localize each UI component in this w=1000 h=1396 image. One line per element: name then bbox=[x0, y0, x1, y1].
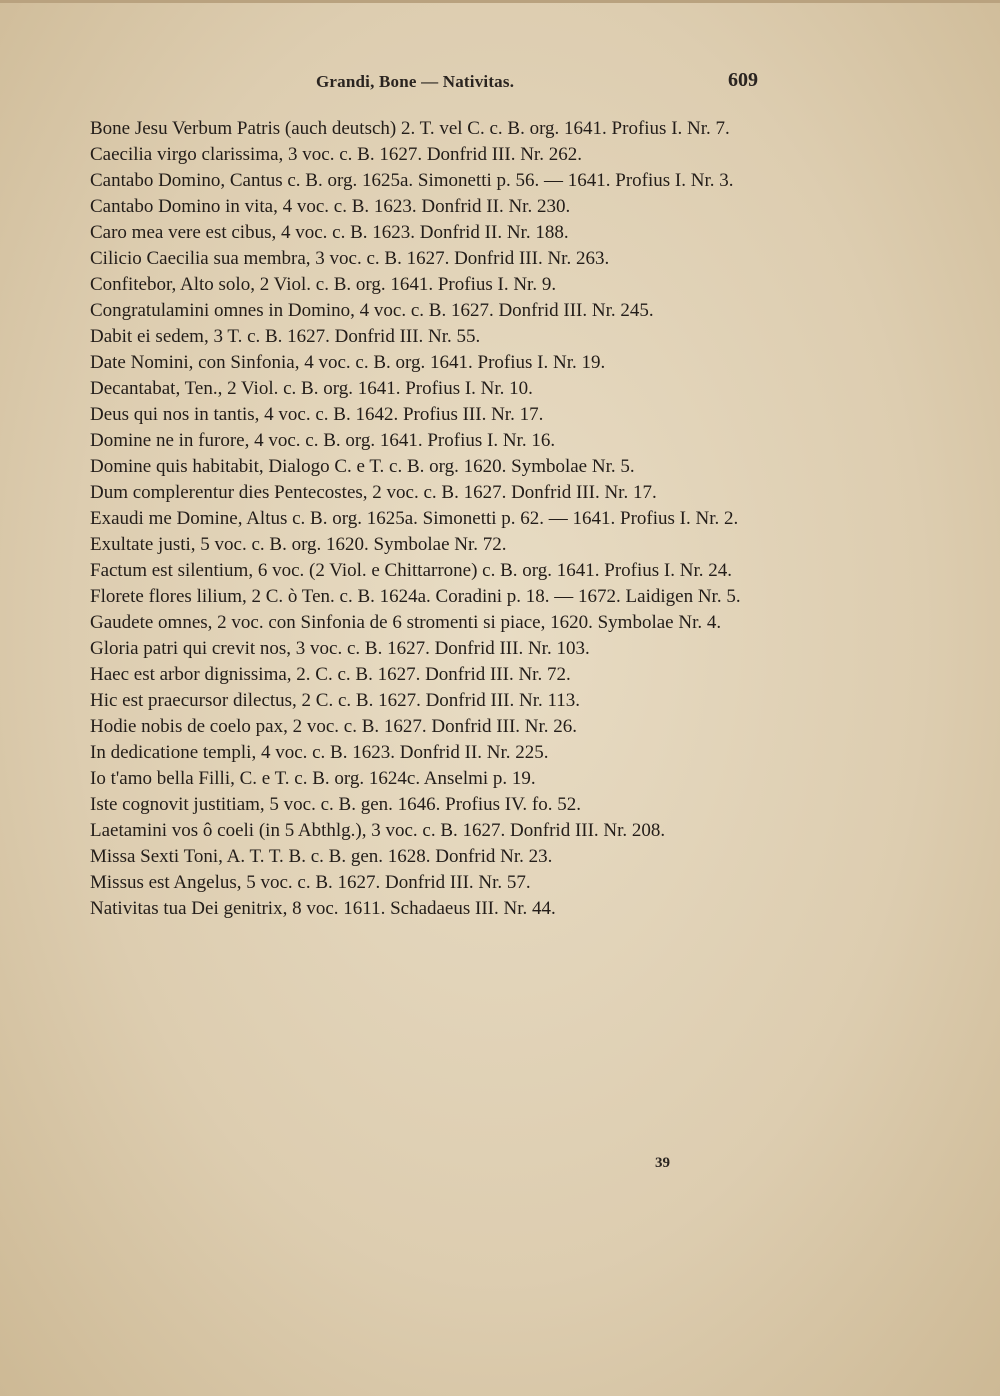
list-item: Exultate justi, 5 voc. c. B. org. 1620. Symbolae Nr. 72. bbox=[90, 534, 507, 555]
list-item: Cantabo Domino, Cantus c. B. org. 1625a. Simonetti p. 56. — 1641. Profius I. Nr. 3. bbox=[90, 170, 734, 191]
list-item: Cantabo Domino in vita, 4 voc. c. B. 1623. Donfrid II. Nr. 230. bbox=[90, 196, 571, 217]
page-number: 609 bbox=[728, 69, 758, 91]
list-item: Date Nomini, con Sinfonia, 4 voc. c. B. org. 1641. Profius I. Nr. 19. bbox=[90, 352, 606, 373]
list-item: Exaudi me Domine, Altus c. B. org. 1625a. Simonetti p. 62. — 1641. Profius I. Nr. 2. bbox=[90, 508, 739, 529]
list-item: Iste cognovit justitiam, 5 voc. c. B. gen. 1646. Profius IV. fo. 52. bbox=[90, 794, 581, 815]
page-header bbox=[0, 69, 1000, 100]
list-item: Caro mea vere est cibus, 4 voc. c. B. 1623. Donfrid II. Nr. 188. bbox=[90, 222, 569, 243]
list-item: Domine quis habitabit, Dialogo C. e T. c. B. org. 1620. Symbolae Nr. 5. bbox=[90, 456, 635, 477]
entry-list bbox=[90, 116, 770, 922]
signature-mark: 39 bbox=[655, 1155, 670, 1171]
list-item: Bone Jesu Verbum Patris (auch deutsch) 2. T. vel C. c. B. org. 1641. Profius I. Nr. 7. bbox=[90, 118, 730, 139]
list-item: Gaudete omnes, 2 voc. con Sinfonia de 6 stromenti si piace, 1620. Symbolae Nr. 4. bbox=[90, 612, 722, 633]
list-item: Decantabat, Ten., 2 Viol. c. B. org. 1641. Profius I. Nr. 10. bbox=[90, 378, 533, 399]
list-item: Florete flores lilium, 2 C. ò Ten. c. B. 1624a. Coradini p. 18. — 1672. Laidigen Nr. 5. bbox=[90, 586, 741, 607]
list-item: Caecilia virgo clarissima, 3 voc. c. B. 1627. Donfrid III. Nr. 262. bbox=[90, 144, 582, 165]
list-item: Congratulamini omnes in Domino, 4 voc. c. B. 1627. Donfrid III. Nr. 245. bbox=[90, 300, 654, 321]
list-item: Deus qui nos in tantis, 4 voc. c. B. 1642. Profius III. Nr. 17. bbox=[90, 404, 544, 425]
list-item: Dum complerentur dies Pentecostes, 2 voc. c. B. 1627. Donfrid III. Nr. 17. bbox=[90, 482, 657, 503]
list-item: Laetamini vos ô coeli (in 5 Abthlg.), 3 voc. c. B. 1627. Donfrid III. Nr. 208. bbox=[90, 820, 666, 841]
running-title: Grandi, Bone — Nativitas. bbox=[316, 72, 515, 91]
list-item: Confitebor, Alto solo, 2 Viol. c. B. org. 1641. Profius I. Nr. 9. bbox=[90, 274, 557, 295]
list-item: Dabit ei sedem, 3 T. c. B. 1627. Donfrid III. Nr. 55. bbox=[90, 326, 481, 347]
top-edge-line bbox=[0, 0, 1000, 3]
list-item: Cilicio Caecilia sua membra, 3 voc. c. B. 1627. Donfrid III. Nr. 263. bbox=[90, 248, 610, 269]
list-item: Hodie nobis de coelo pax, 2 voc. c. B. 1627. Donfrid III. Nr. 26. bbox=[90, 716, 578, 737]
list-item: Gloria patri qui crevit nos, 3 voc. c. B. 1627. Donfrid III. Nr. 103. bbox=[90, 638, 590, 659]
list-item: Haec est arbor dignissima, 2. C. c. B. 1627. Donfrid III. Nr. 72. bbox=[90, 664, 571, 685]
list-item: Factum est silentium, 6 voc. (2 Viol. e Chittarrone) c. B. org. 1641. Profius I. Nr. 24. bbox=[90, 560, 732, 581]
list-item: Domine ne in furore, 4 voc. c. B. org. 1641. Profius I. Nr. 16. bbox=[90, 430, 556, 451]
list-item: Missus est Angelus, 5 voc. c. B. 1627. Donfrid III. Nr. 57. bbox=[90, 872, 531, 893]
list-item: In dedicatione templi, 4 voc. c. B. 1623. Donfrid II. Nr. 225. bbox=[90, 742, 549, 763]
list-item: Hic est praecursor dilectus, 2 C. c. B. 1627. Donfrid III. Nr. 113. bbox=[90, 690, 581, 711]
list-item: Io t'amo bella Filli, C. e T. c. B. org. 1624c. Anselmi p. 19. bbox=[90, 768, 536, 789]
list-item: Nativitas tua Dei genitrix, 8 voc. 1611. Schadaeus III. Nr. 44. bbox=[90, 898, 556, 919]
list-item: Missa Sexti Toni, A. T. T. B. c. B. gen. 1628. Donfrid Nr. 23. bbox=[90, 846, 553, 867]
